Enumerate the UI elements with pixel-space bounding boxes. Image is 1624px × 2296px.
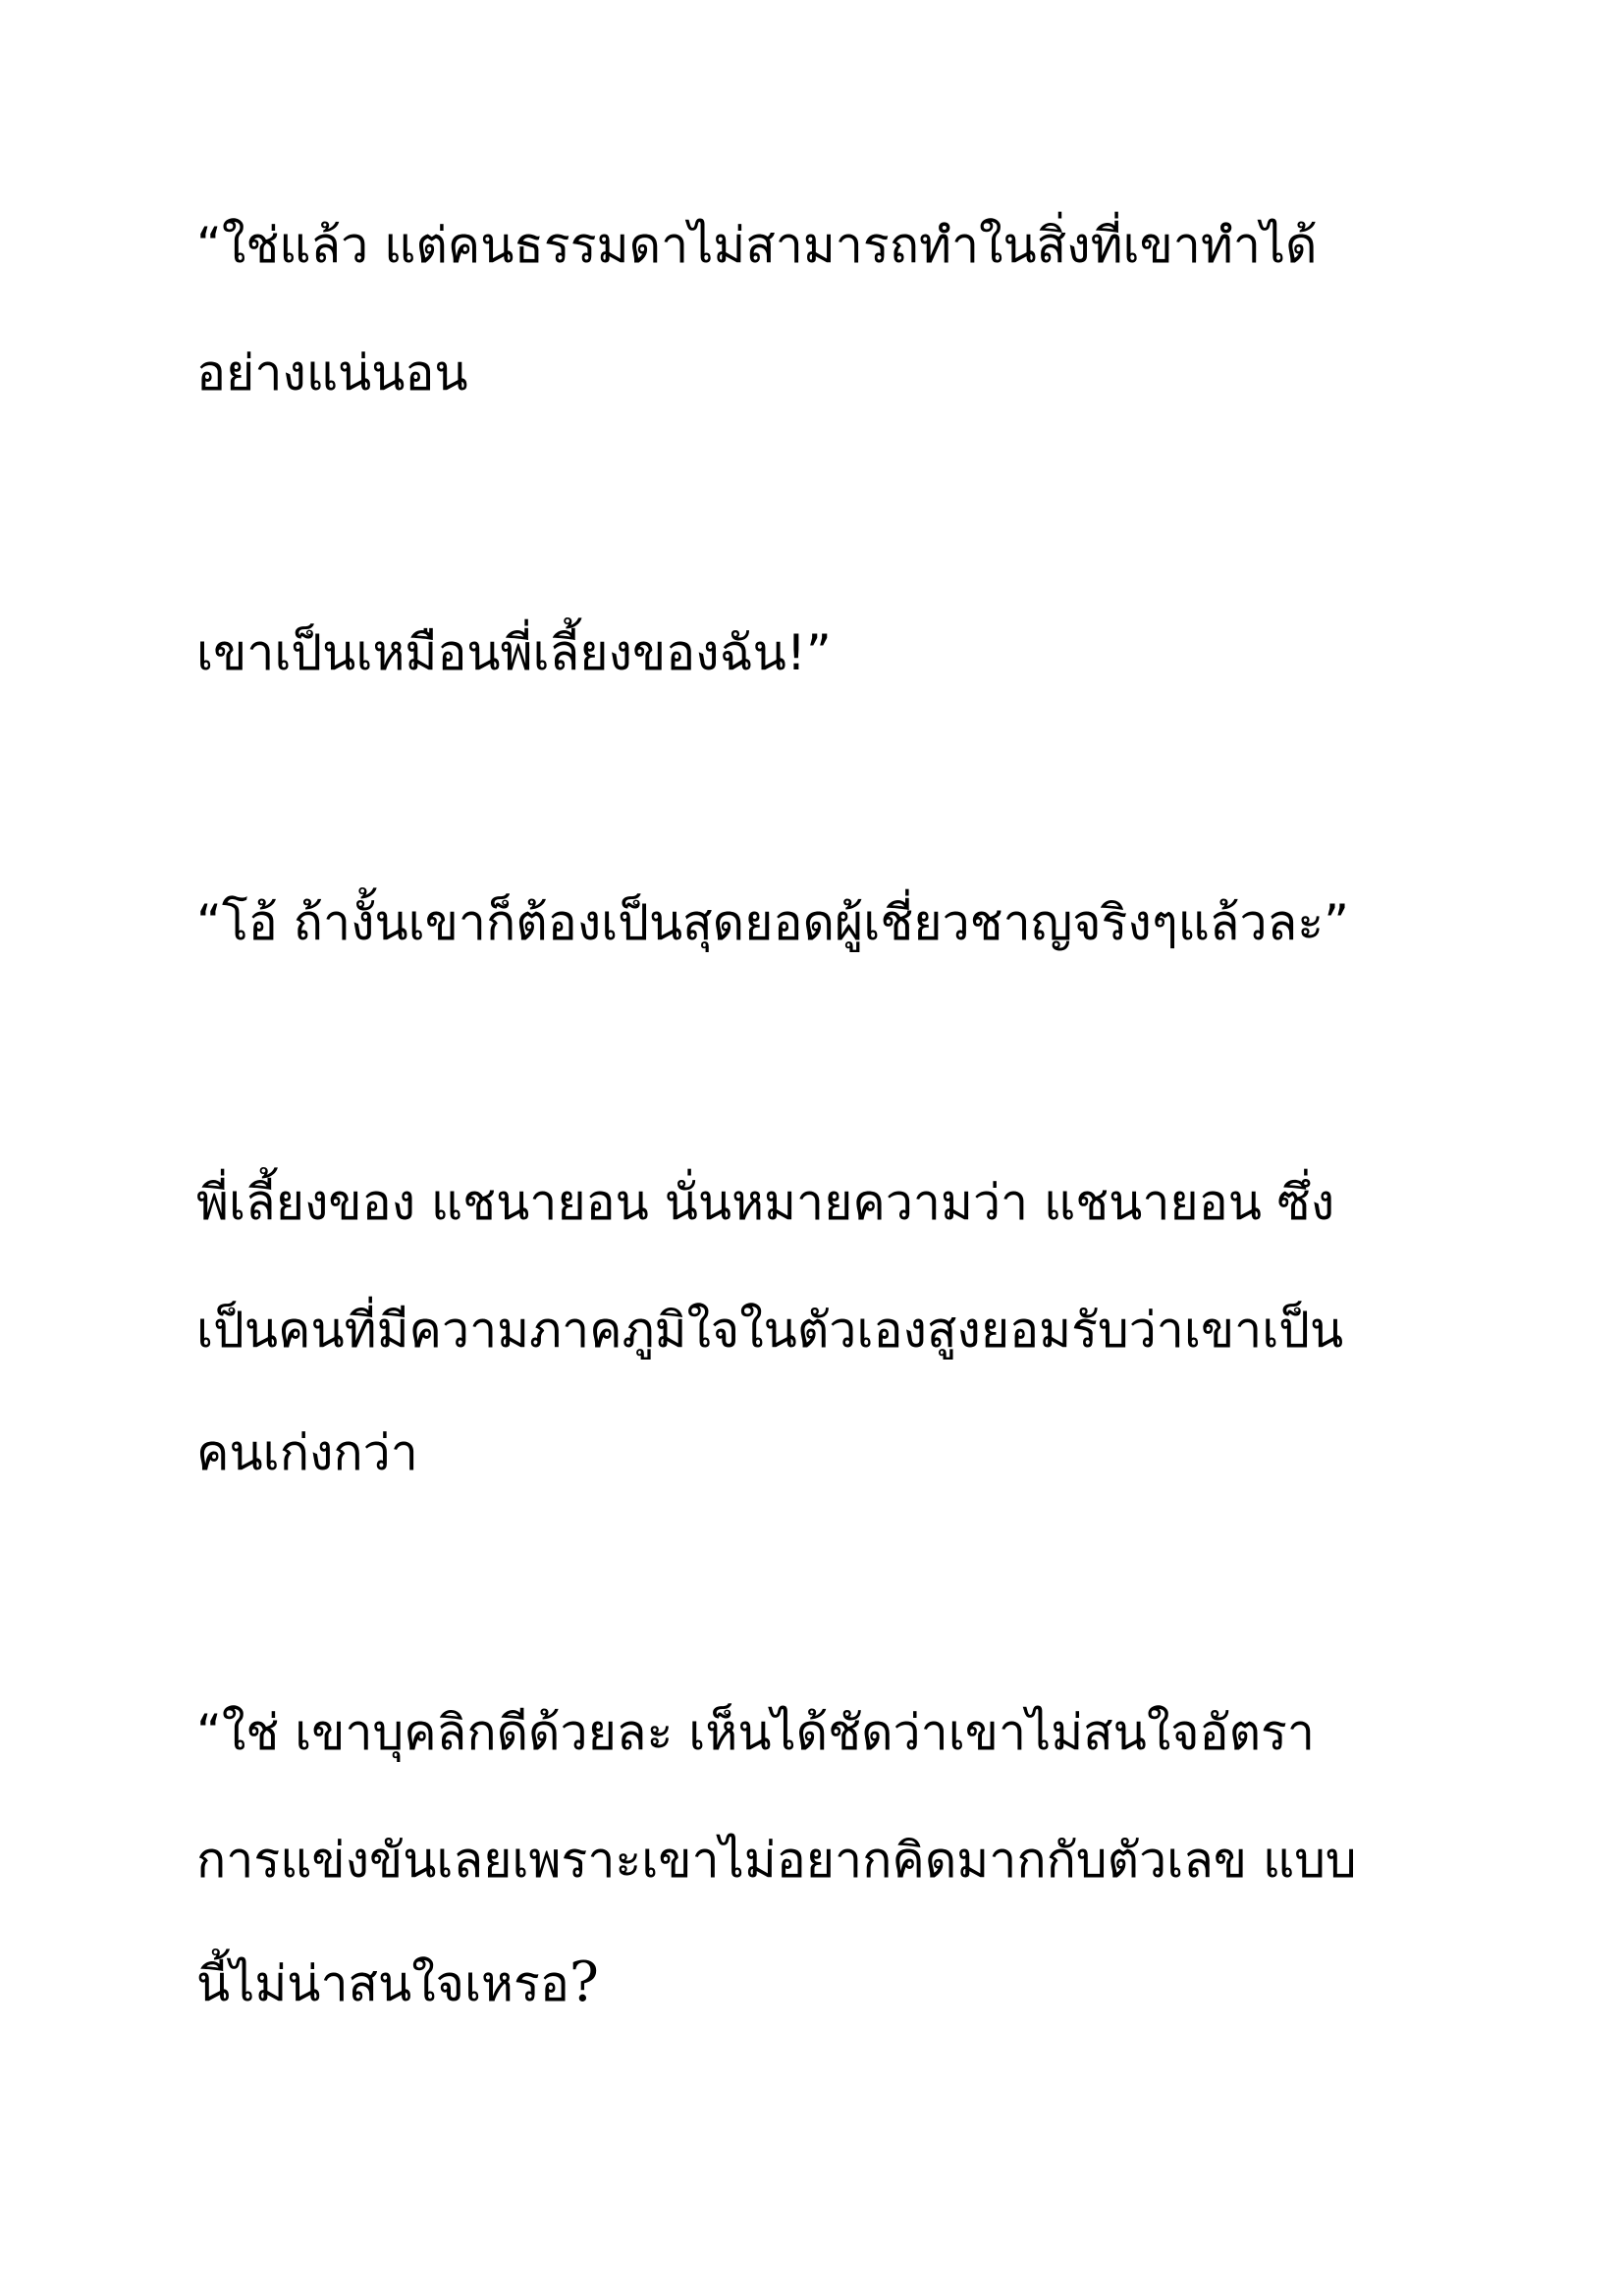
- paragraph-3-line-1: “โอ้ ถ้างั้นเขาก็ต้องเป็นสุดยอดผู้เชี่ยวชาญจริงๆแล้วละ”: [196, 894, 1350, 951]
- paragraph-4-line-3: คนเก่งกว่า: [196, 1424, 418, 1481]
- paragraph-4-line-2: เป็นคนที่มีความภาคภูมิใจในตัวเองสูงยอมรับว่าเขาเป็น: [196, 1302, 1344, 1359]
- question-mark: ?: [568, 1950, 599, 2014]
- paragraph-5-line-3: [196, 1949, 599, 2017]
- paragraph-1-line-1: “ใช่แล้ว แต่คนธรรมดาไม่สามารถทำในสิ่งที่เขาทำได้: [196, 217, 1318, 274]
- paragraph-5-line-3-text: นี้ไม่น่าสนใจเหรอ: [196, 1955, 569, 2012]
- paragraph-5-line-2: การแข่งขันเลยเพราะเขาไม่อยากคิดมากกับตัวเลข แบบ: [196, 1832, 1357, 1889]
- paragraph-4-line-1: พี่เลี้ยงของ แชนายอน นั่นหมายความว่า แชนายอน ซึ่ง: [196, 1174, 1335, 1231]
- paragraph-2-line-1: เขาเป็นเหมือนพี่เลี้ยงของฉัน!”: [196, 624, 832, 681]
- paragraph-1-line-2: อย่างแน่นอน: [196, 345, 468, 401]
- paragraph-5-line-1: “ใช่ เขาบุคลิกดีด้วยละ เห็นได้ชัดว่าเขาไม่สนใจอัตรา: [196, 1704, 1315, 1761]
